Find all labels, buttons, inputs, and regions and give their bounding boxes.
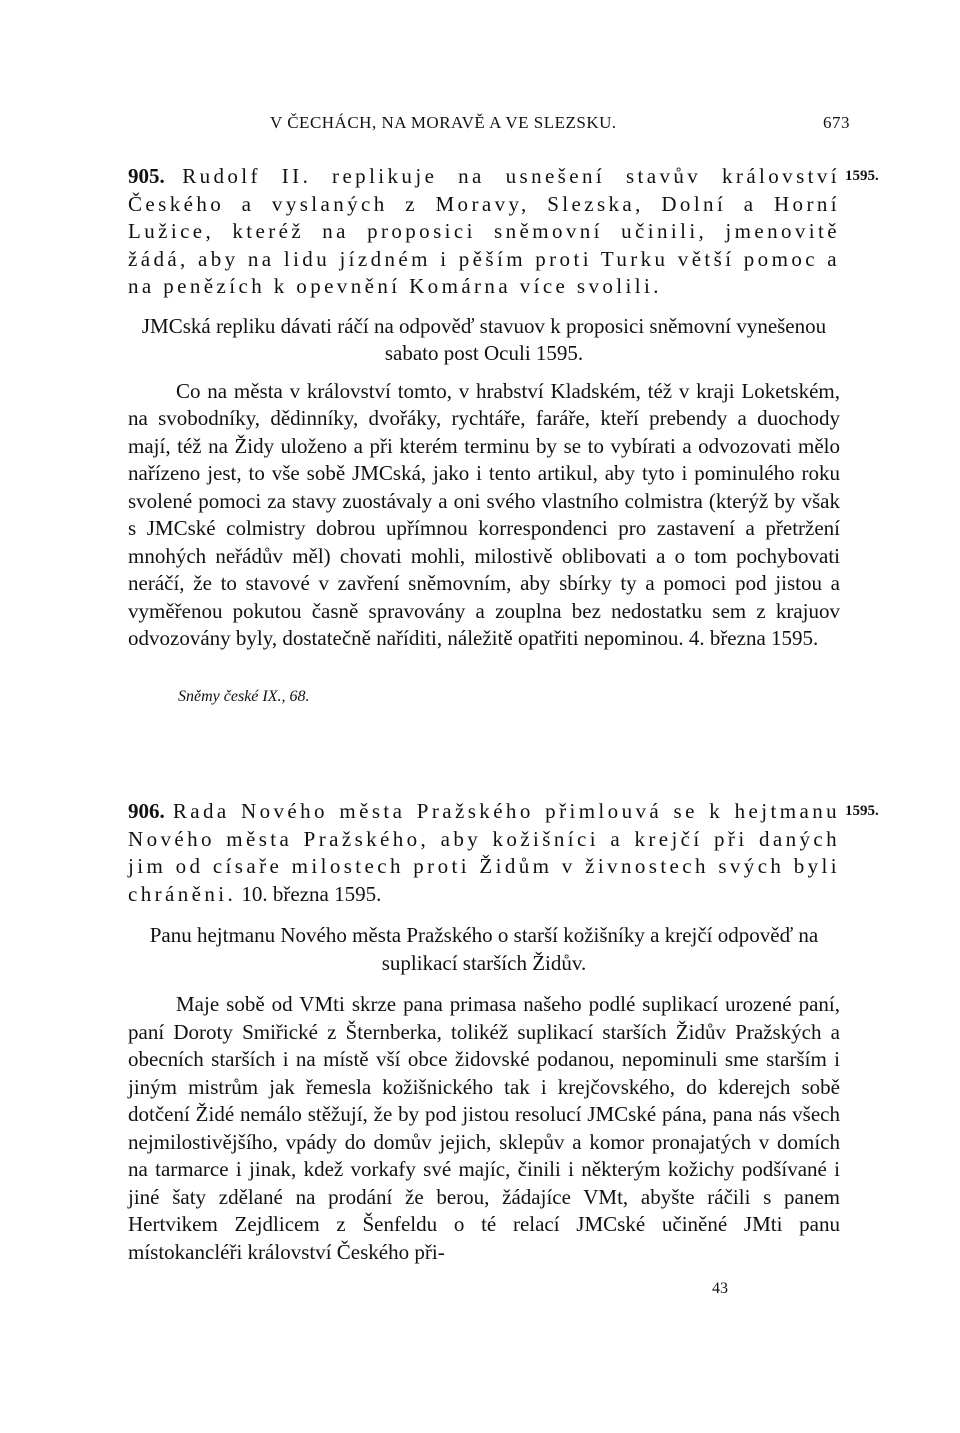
entry-905-heading: [128, 163, 840, 301]
entry-905: [128, 163, 840, 710]
margin-year-905: 1595.: [845, 168, 879, 184]
entry-906: [128, 798, 840, 1266]
entry-905-source: Sněmy české IX., 68.: [178, 687, 310, 705]
entry-906-date: 10. března 1595.: [241, 881, 382, 906]
entry-905-number: 905.: [128, 164, 165, 188]
entry-906-number: 906.: [128, 799, 165, 823]
entry-905-address: JMCská repliku dávati ráčí na odpověď stavuov k proposici sněmovní vynešenou sabato post Oculi 1595.: [141, 313, 827, 365]
entry-905-body: Co na města v království tomto, v hrabství Kladském, též v kraji Loketském, na svobodníky, dědinníky, dvořáky, rychtáře, faráře, kteří prebendy a duochody mají, též na Židy uloženo a při kterém terminu by se to vybírati a odvozovati mělo nařízeno jest, to vše sobě JMCská, jako i tento artikul, aby tyto i pominulého roku svolené pomoci za stavy zuostávaly a oni svého vlastního colmistra (kterýž by však s JMCské colmistry dobrou upřímnou korrespondenci pro zastavení a přetržení mnohých neřádův měl) chovati mohli, milostivě oblibovati a o tom pochybovati neráčí, že to stavové v zavření sněmovním, aby sbírky ty a pomoci pod jistou a vyměřenou pokutou časně spravovány a zouplna bez nedostatku sem z krajuov odvozovány byly, dostatečně naříditi, náležitě opatřiti nepominou. 4. března 1595.: [128, 378, 840, 650]
entry-905-regest: Rudolf II. replikuje na usnešení stavův království Českého a vyslaných z Moravy, Slezska, Dolní a Horní Lužice, kteréž na proposici sněmovní učinili, jmenovitě žádá, aby na lidu jízdném i pěším proti Turku větší pomoc a na penězích k opevnění Komárna více svolili.: [128, 164, 841, 298]
entry-906-body: Maje sobě od VMti skrze pana primasa našeho podlé suplikací urozené paní, paní Doroty Smiřické z Šternberka, tolikéž suplikací starších Židův Pražských a obecních starších i na místě vší obce židovské podanou, nepominuli sme starším i jiným mistrům jak řemesla kožišnického tak i krejčovského, do kderejch sobě dotčení Židé nemálo stěžují, že by pod jistou resolucí JMCské pána, pana nás všech nejmilostivějšího, vpády do domův jejich, sklepův a komor pronajatých v domích na tarmarce i jinak, kdež vorkafy své majíc, činili i některým kožichy podšívané i jiné šaty zdělané na prodání že berou, žádajíce VMt, abyšte ráčili s panem Hertvikem Zejdlicem z Šenfeldu o té relací JMCské učiněné JMti panu místokancléři království Českého při-: [128, 992, 840, 1264]
running-title: V ČECHÁCH, NA MORAVĚ A VE SLEZSKU.: [270, 113, 617, 132]
entry-906-heading: [128, 798, 840, 908]
signature-mark: 43: [712, 1280, 728, 1297]
entry-906-address: Panu hejtmanu Nového města Pražského o starší kožišníky a krejčí odpověď na suplikací starších Židův.: [149, 923, 819, 975]
margin-year-906: 1595.: [845, 803, 879, 819]
entry-906-regest: Rada Nového města Pražského přimlouvá se k hejtmanu Nového města Pražského, aby kožišníci a krejčí při daných jim od císaře milostech proti Židům v živnostech svých byli chráněni.: [128, 799, 841, 906]
page-number: 673: [823, 113, 850, 132]
